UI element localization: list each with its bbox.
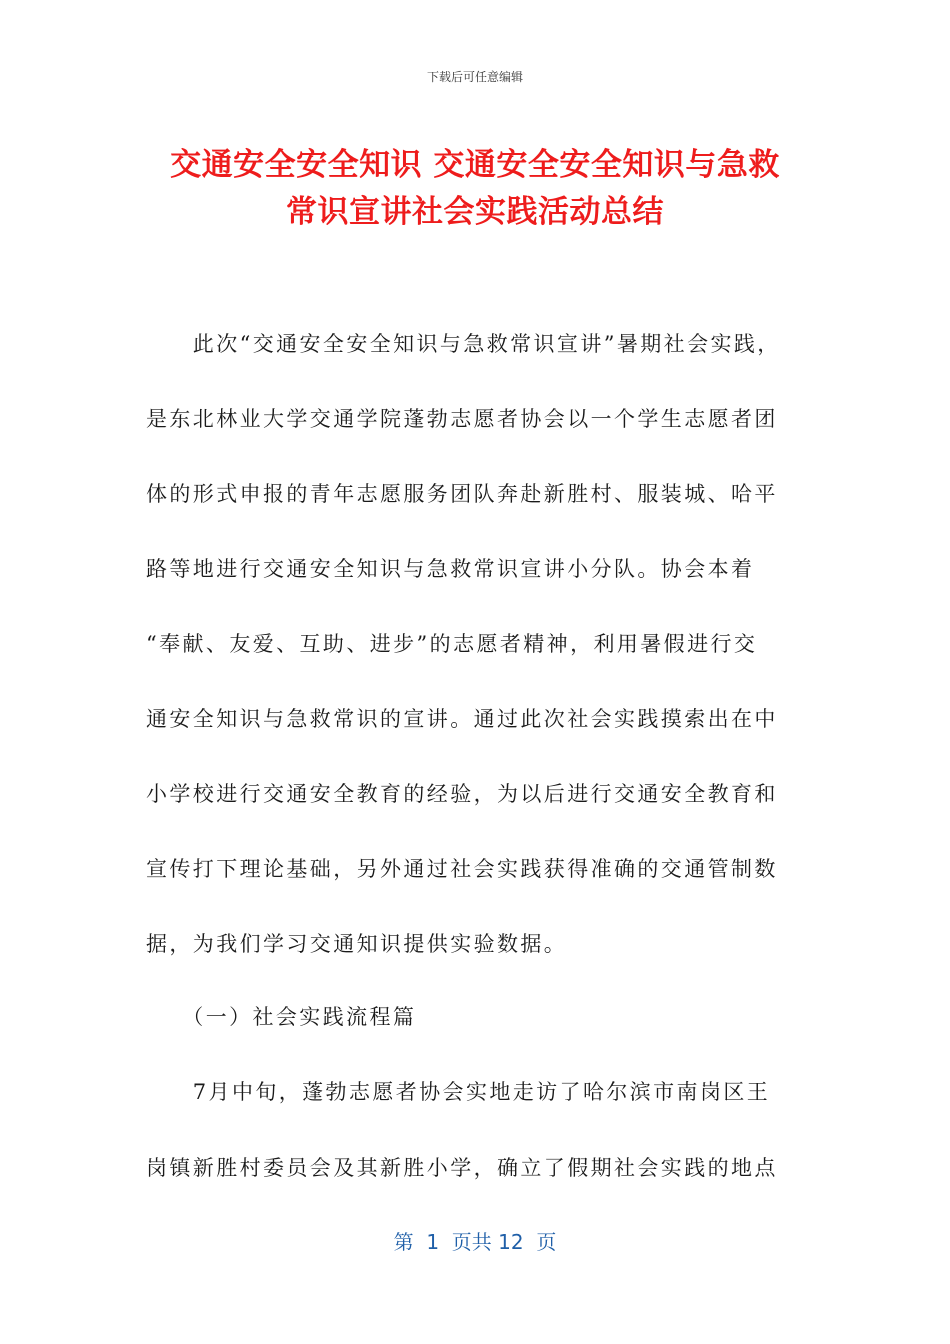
title-line-1: 交通安全安全知识 交通安全安全知识与急救: [170, 147, 780, 183]
paragraph-line: 据，为我们学习交通知识提供实验数据。: [146, 932, 568, 956]
title-line-2: 常识宣讲社会实践活动总结: [286, 194, 664, 230]
paragraph-line: 通安全知识与急救常识的宣讲。通过此次社会实践摸索出在中: [146, 707, 778, 731]
paragraph-line: 小学校进行交通安全教育的经验，为以后进行交通安全教育和: [146, 782, 778, 806]
document-title: [60, 142, 890, 236]
paragraph-line: 岗镇新胜村委员会及其新胜小学，确立了假期社会实践的地点: [146, 1156, 778, 1180]
paragraph-line: 7月中旬，蓬勃志愿者协会实地走访了哈尔滨市南岗区王: [146, 1080, 771, 1104]
paragraph-line: 宣传打下理论基础，另外通过社会实践获得准确的交通管制数: [146, 857, 778, 881]
paragraph-line: 是东北林业大学交通学院蓬勃志愿者协会以一个学生志愿者团: [146, 407, 778, 431]
page-footer: 第 1 页共 12 页: [393, 1230, 557, 1254]
header-note: 下载后可任意编辑: [426, 70, 523, 84]
paragraph-line: 路等地进行交通安全知识与急救常识宣讲小分队。协会本着: [146, 557, 755, 581]
paragraph-line: 体的形式申报的青年志愿服务团队奔赴新胜村、服装城、哈平: [146, 482, 778, 506]
paragraph-line: “奉献、友爱、互助、进步”的志愿者精神，利用暑假进行交: [146, 632, 758, 656]
paragraph-line: 此次“交通安全安全知识与急救常识宣讲”暑期社会实践，: [146, 332, 781, 356]
section-heading: （一）社会实践流程篇: [146, 1005, 417, 1029]
